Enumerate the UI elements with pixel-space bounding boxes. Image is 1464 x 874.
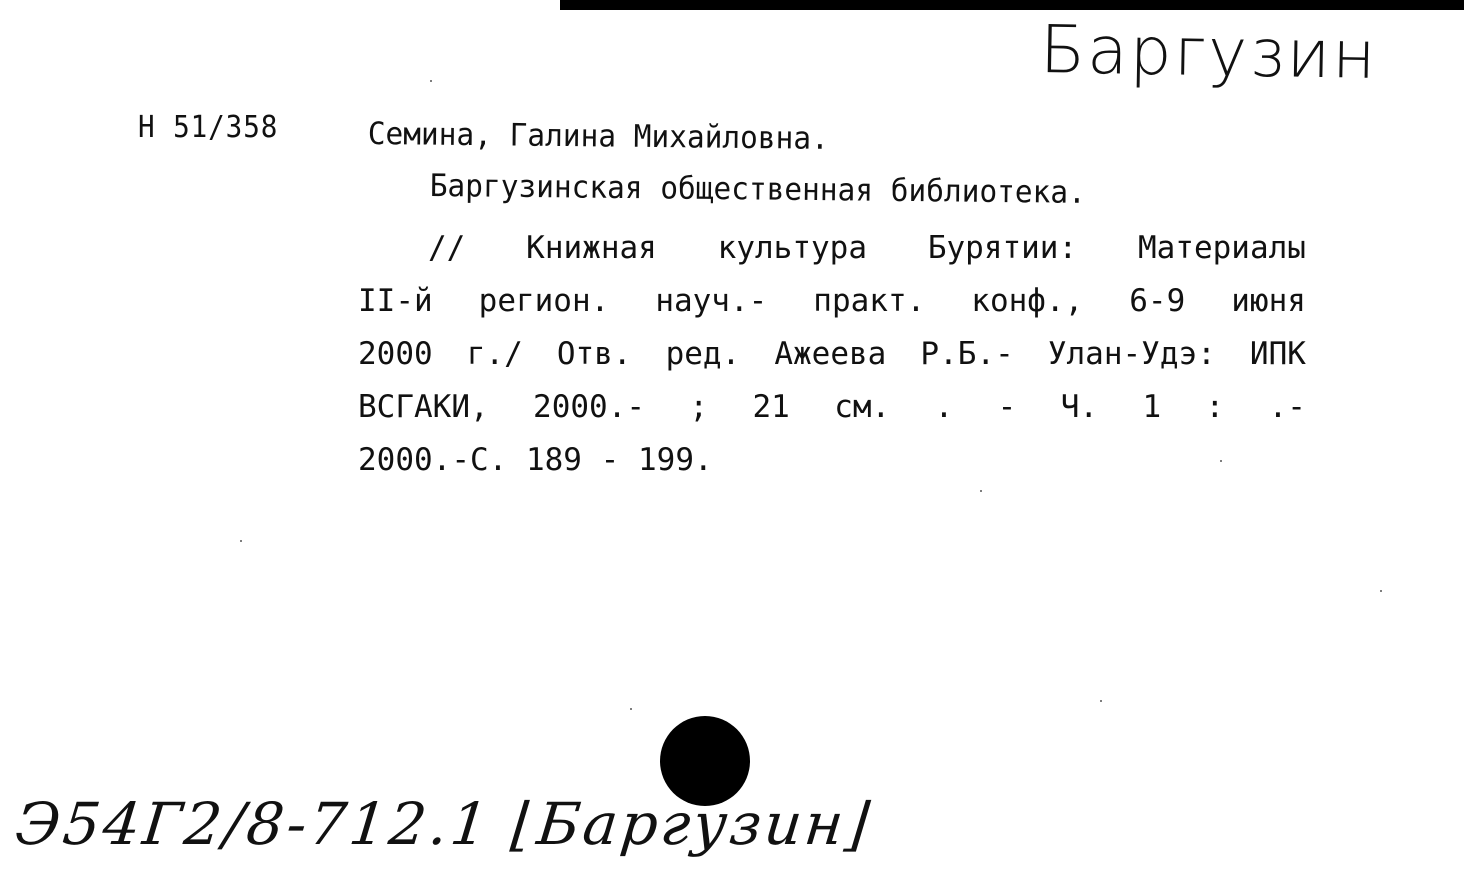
author-line: Семина, Галина Михайловна. [367, 116, 829, 157]
handwritten-classification: Э54Г2/8-712.1 ⌊Баргузин⌋ [12, 790, 876, 858]
paper-speck [1380, 590, 1382, 592]
source-line: II-й регион. науч.- практ. конф., 6-9 июня [358, 283, 1306, 319]
source-block [358, 222, 1306, 487]
source-line: 2000.-С. 189 - 199. [358, 442, 713, 478]
handwritten-heading: Баргузин [1039, 11, 1379, 94]
paper-speck [980, 490, 982, 492]
title-line: Баргузинская общественная библиотека. [429, 168, 1086, 211]
source-line: 2000 г./ Отв. ред. Ажеева Р.Б.- Улан-Удэ: ИПК [358, 336, 1306, 372]
source-line: // Книжная культура Бурятии: Материалы [428, 230, 1306, 266]
top-edge-rule [560, 0, 1464, 10]
source-line: ВСГАКИ, 2000.- ; 21 см. . - Ч. 1 : .- [358, 389, 1306, 425]
shelfmark: Н 51/358 [138, 110, 279, 145]
paper-speck [430, 80, 432, 82]
paper-speck [1100, 700, 1102, 702]
paper-speck [630, 708, 632, 710]
paper-speck [240, 540, 242, 542]
